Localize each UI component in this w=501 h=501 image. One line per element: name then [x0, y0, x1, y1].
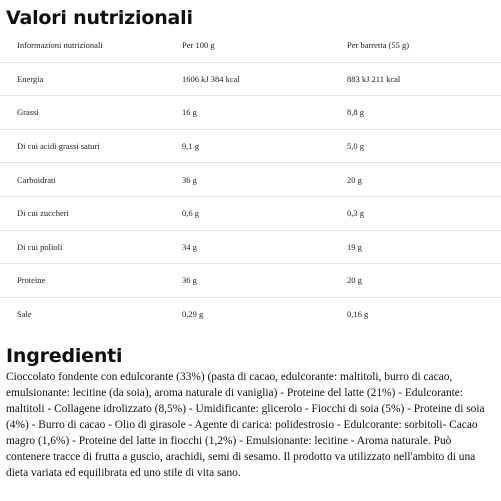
ingredients-text: Cioccolato fondente con edulcorante (33%) (pasta di cacao, edulcorante: maltitoli, burro di cacao, emulsionante: lecitine (da soia), aroma naturale di vaniglia) - Proteine del latte (21%) - Edulcorante: maltitoli - Collagene idrolizzato (8,5%) - Umidificante: glicerolo - Fiocchi di soia (5%) - Proteine di soia (4%) - Burro di cacao - Olio di girasole - Agente di carica: polidestrosio - Edulcorante: sorbitoli- Cacao magro (1,6%) - Proteine del latte in fiocchi (1,2%) - Emulsionante: lecitine - Aroma naturale. Può contenere tracce di frutta a guscio, arachidi, semi di sesamo. Il prodotto va utilizzato nell'ambito di una dieta variata ed equilibrata ed uno stile di vita sano.: [6, 371, 485, 479]
value-per-bar: 8,8 g: [347, 107, 364, 118]
table-row: [0, 298, 501, 331]
column-header-per-bar: Per barretta (55 g): [347, 40, 410, 51]
table-row: [0, 197, 501, 231]
nutrient-name: Proteine: [17, 275, 46, 286]
value-per-bar: 0,3 g: [347, 208, 364, 219]
table-row: [0, 264, 501, 298]
nutrient-name: Energia: [17, 73, 44, 84]
ingredients-title: Ingredienti: [6, 345, 123, 367]
column-header-nutrient: Informazioni nutrizionali: [17, 40, 103, 51]
nutrition-title: Valori nutrizionali: [6, 7, 193, 29]
table-row: [0, 130, 501, 164]
value-per-bar: 19 g: [347, 241, 362, 252]
nutrient-name: Carboidrati: [17, 174, 56, 185]
value-per-100g: 1606 kJ 384 kcal: [182, 73, 240, 84]
nutrient-name: Grassi: [17, 107, 39, 118]
value-per-100g: 9,1 g: [182, 141, 199, 152]
value-per-100g: 36 g: [182, 275, 197, 286]
table-row: [0, 231, 501, 265]
nutrition-table: [0, 29, 501, 330]
value-per-100g: 36 g: [182, 174, 197, 185]
value-per-bar: 20 g: [347, 275, 362, 286]
value-per-100g: 34 g: [182, 241, 197, 252]
column-header-per-100g: Per 100 g: [182, 40, 215, 51]
nutrient-name: Di cui polioli: [17, 241, 63, 252]
value-per-100g: 0,29 g: [182, 309, 204, 320]
value-per-100g: 0,6 g: [182, 208, 199, 219]
value-per-bar: 5,0 g: [347, 141, 364, 152]
nutrient-name: Di cui acidi grassi saturi: [17, 141, 100, 152]
value-per-bar: 20 g: [347, 174, 362, 185]
value-per-bar: 883 kJ 211 kcal: [347, 73, 401, 84]
nutrient-name: Sale: [17, 309, 32, 320]
table-row: [0, 163, 501, 197]
value-per-bar: 0,16 g: [347, 309, 369, 320]
table-row: [0, 63, 501, 97]
nutrient-name: Di cui zuccheri: [17, 208, 69, 219]
value-per-100g: 16 g: [182, 107, 197, 118]
table-row: [0, 96, 501, 130]
table-header-row: [0, 29, 501, 63]
